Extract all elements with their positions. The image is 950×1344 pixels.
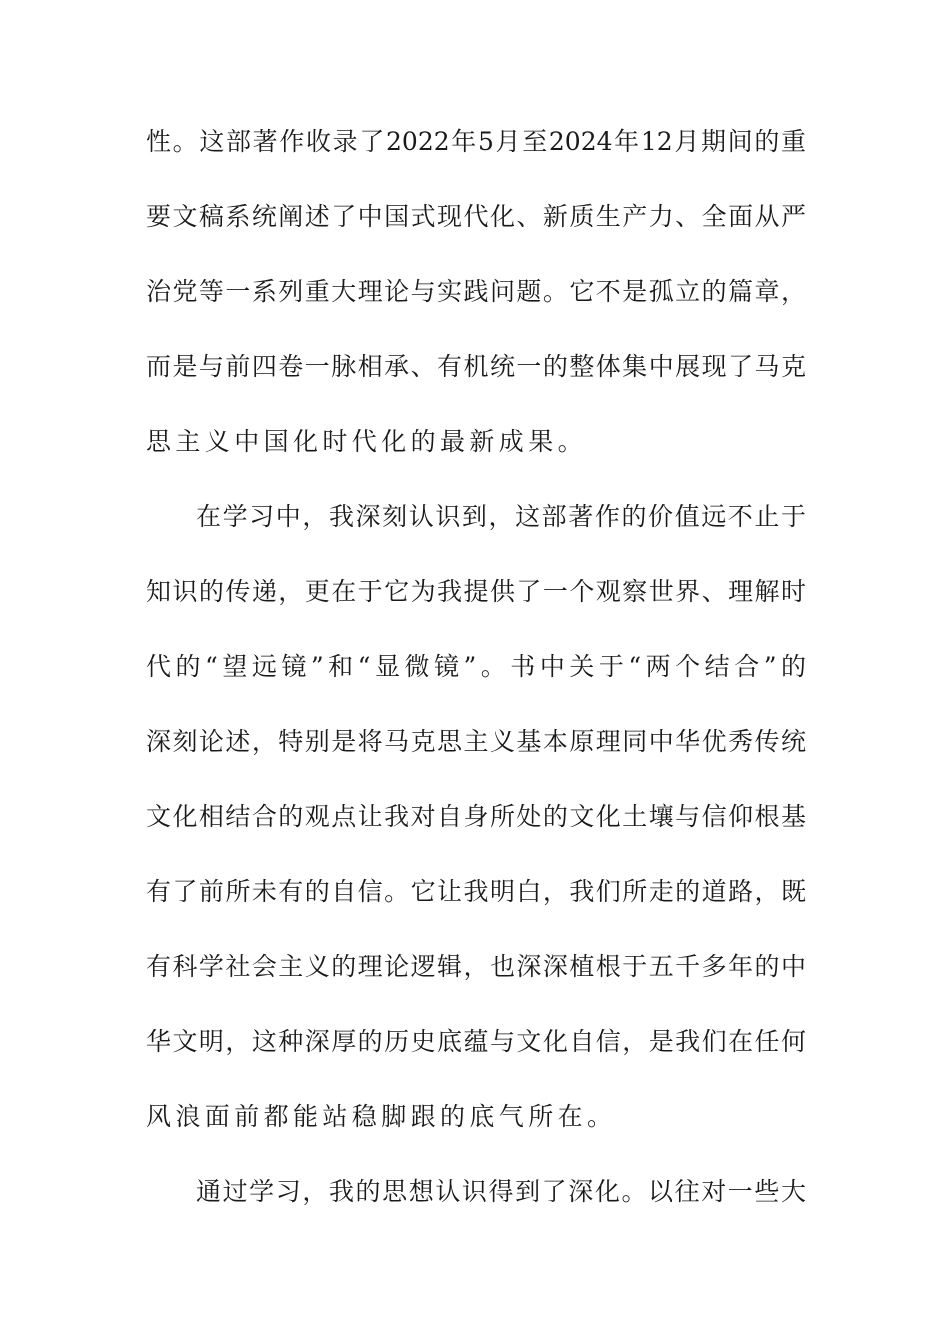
paragraph-first-line: 通过学习，我的思想认识得到了深化。以往对一些大	[196, 1177, 806, 1206]
text-line: 知识的传递，更在于它为我提供了一个观察世界、理解时	[146, 577, 806, 606]
text-line: 有了前所未有的自信。它让我明白，我们所走的道路，既	[146, 877, 806, 906]
text-line: 文化相结合的观点让我对自身所处的文化土壤与信仰根基	[146, 802, 806, 831]
text-line: 性。这部著作收录了2022年5月至2024年12月期间的重	[146, 127, 806, 156]
text-line: 有科学社会主义的理论逻辑，也深深植根于五千多年的中	[146, 952, 806, 981]
text-line: 要文稿系统阐述了中国式现代化、新质生产力、全面从严	[146, 202, 806, 231]
text-line: 华文明，这种深厚的历史底蕴与文化自信，是我们在任何	[146, 1027, 806, 1056]
text-line: 代的“望远镜”和“显微镜”。书中关于“两个结合”的	[146, 652, 806, 681]
text-line: 而是与前四卷一脉相承、有机统一的整体集中展现了马克	[146, 352, 806, 381]
text-line: 风浪面前都能站稳脚跟的底气所在。	[146, 1102, 617, 1131]
paragraph-first-line: 在学习中，我深刻认识到，这部著作的价值远不止于	[196, 502, 806, 531]
text-line: 深刻论述，特别是将马克思主义基本原理同中华优秀传统	[146, 727, 806, 756]
text-line: 治党等一系列重大理论与实践问题。它不是孤立的篇章，	[146, 277, 806, 306]
text-line: 思主义中国化时代化的最新成果。	[146, 427, 588, 456]
